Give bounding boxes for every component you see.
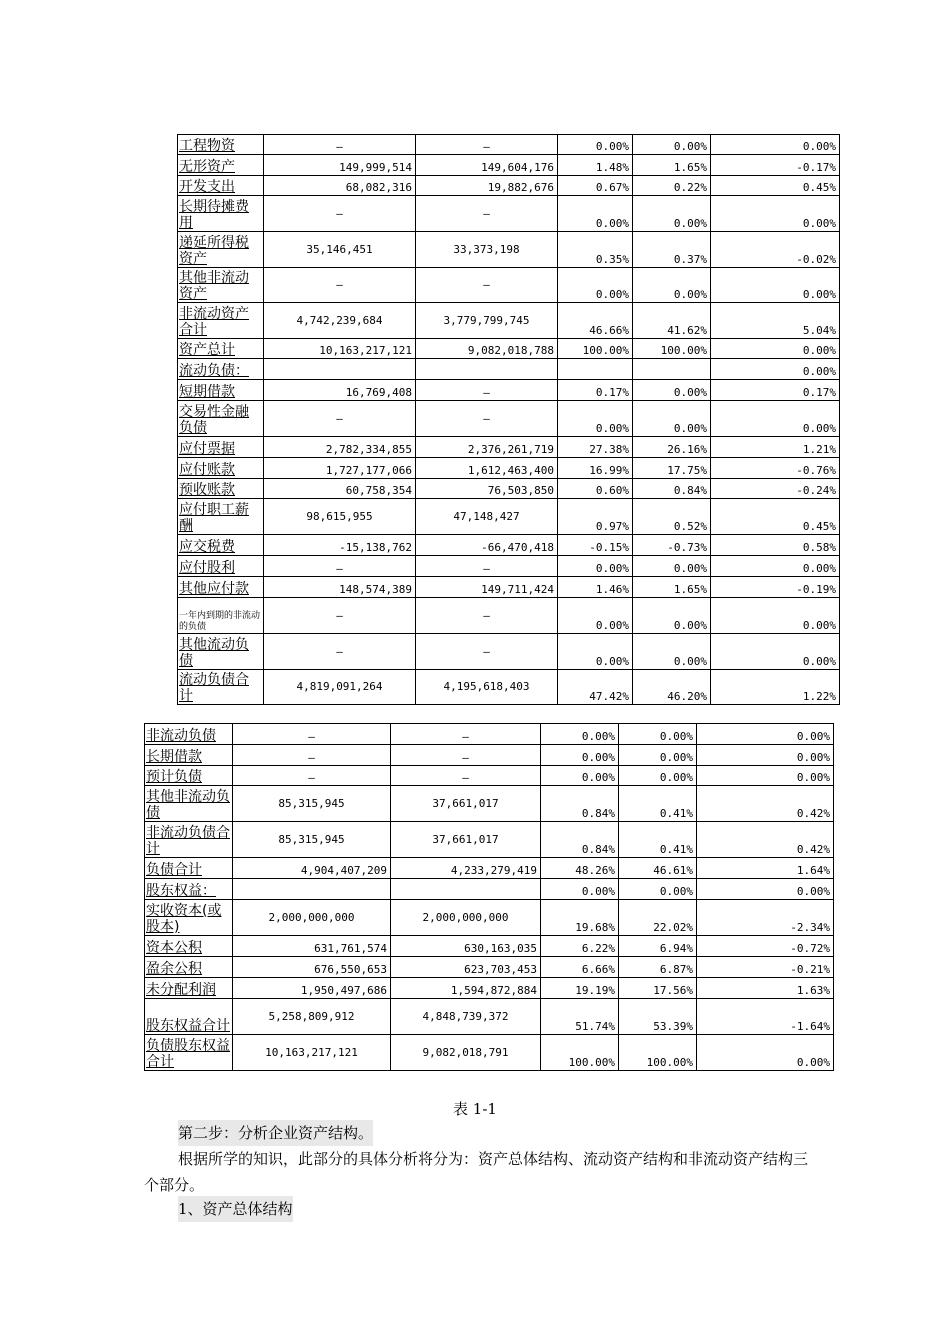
row-label: 流动负债：	[178, 359, 264, 380]
row-label: 长期借款	[145, 745, 233, 766]
percent-change: 0.17%	[711, 380, 840, 401]
row-label: 其他非流动负债	[145, 786, 233, 822]
table-row	[145, 879, 834, 900]
percent-previous: 0.00%	[633, 598, 711, 634]
table-row	[178, 437, 840, 458]
row-label: 盈余公积	[145, 957, 233, 978]
row-label: 工程物资	[178, 135, 264, 155]
value-current: –	[264, 135, 416, 155]
value-current: 85,315,945	[233, 786, 391, 822]
row-label: 非流动资产合计	[178, 303, 264, 339]
percent-previous: 1.65%	[633, 155, 711, 176]
percent-previous: 100.00%	[633, 339, 711, 359]
percent-current: 0.00%	[541, 724, 619, 745]
row-label: 短期借款	[178, 380, 264, 401]
percent-previous: 100.00%	[619, 1035, 697, 1071]
table-row	[178, 458, 840, 479]
percent-previous: 0.00%	[633, 268, 711, 303]
table-row	[178, 401, 840, 437]
row-label: 其他流动负债	[178, 634, 264, 670]
percent-current: -0.15%	[558, 535, 633, 556]
percent-current: 19.19%	[541, 978, 619, 999]
value-current: 4,904,407,209	[233, 858, 391, 879]
row-label: 应交税费	[178, 535, 264, 556]
percent-change: 0.00%	[711, 598, 840, 634]
percent-change: -0.72%	[697, 936, 834, 957]
row-label: 递延所得税资产	[178, 232, 264, 268]
percent-current: 0.60%	[558, 479, 633, 499]
value-previous: 623,703,453	[391, 957, 541, 978]
percent-previous: 22.02%	[619, 900, 697, 936]
percent-previous: 26.16%	[633, 437, 711, 458]
value-previous: 2,000,000,000	[391, 900, 541, 936]
percent-previous: 53.39%	[619, 999, 697, 1035]
table-row	[178, 339, 840, 359]
percent-change: 0.00%	[711, 196, 840, 232]
percent-change: 0.00%	[697, 724, 834, 745]
value-current: 98,615,955	[264, 499, 416, 535]
percent-previous: 46.61%	[619, 858, 697, 879]
percent-change: 0.00%	[697, 1035, 834, 1071]
value-current: 16,769,408	[264, 380, 416, 401]
value-previous: 4,233,279,419	[391, 858, 541, 879]
percent-change: 0.00%	[711, 339, 840, 359]
table-row	[145, 936, 834, 957]
value-previous: 4,195,618,403	[416, 670, 558, 705]
percent-current: 46.66%	[558, 303, 633, 339]
row-label: 其他应付款	[178, 577, 264, 598]
value-previous: –	[416, 598, 558, 634]
value-previous: 76,503,850	[416, 479, 558, 499]
percent-change: 5.04%	[711, 303, 840, 339]
value-previous	[416, 359, 558, 380]
percent-previous: -0.73%	[633, 535, 711, 556]
percent-change: -0.02%	[711, 232, 840, 268]
row-label: 非流动负债	[145, 724, 233, 745]
percent-current: 16.99%	[558, 458, 633, 479]
percent-current: 0.00%	[558, 556, 633, 577]
value-previous: –	[416, 135, 558, 155]
percent-previous: 1.65%	[633, 577, 711, 598]
row-label: 流动负债合计	[178, 670, 264, 705]
table-row	[178, 176, 840, 196]
percent-current: 100.00%	[558, 339, 633, 359]
percent-previous: 0.00%	[633, 634, 711, 670]
value-current: –	[233, 766, 391, 786]
value-previous: 19,882,676	[416, 176, 558, 196]
value-previous: 37,661,017	[391, 822, 541, 858]
percent-previous: 17.56%	[619, 978, 697, 999]
table-row	[178, 556, 840, 577]
row-label: 预收账款	[178, 479, 264, 499]
table-row	[145, 766, 834, 786]
value-current: 631,761,574	[233, 936, 391, 957]
value-previous: 3,779,799,745	[416, 303, 558, 339]
percent-previous: 0.00%	[619, 745, 697, 766]
table-row	[145, 978, 834, 999]
percent-current: 0.35%	[558, 232, 633, 268]
percent-current: 51.74%	[541, 999, 619, 1035]
row-label: 应付股利	[178, 556, 264, 577]
value-previous: 9,082,018,791	[391, 1035, 541, 1071]
row-label: 无形资产	[178, 155, 264, 176]
percent-previous: 0.00%	[633, 196, 711, 232]
table-row	[178, 479, 840, 499]
table-row	[178, 155, 840, 176]
percent-current: 48.26%	[541, 858, 619, 879]
percent-change: -0.76%	[711, 458, 840, 479]
value-current: 149,999,514	[264, 155, 416, 176]
percent-change: 1.63%	[697, 978, 834, 999]
percent-change: 0.00%	[697, 745, 834, 766]
row-label: 负债股东权益合计	[145, 1035, 233, 1071]
value-current: 2,000,000,000	[233, 900, 391, 936]
value-current: 676,550,653	[233, 957, 391, 978]
row-label: 负债合计	[145, 858, 233, 879]
percent-current: 0.84%	[541, 822, 619, 858]
percent-change: 0.45%	[711, 499, 840, 535]
percent-change: 0.58%	[711, 535, 840, 556]
table-row	[178, 303, 840, 339]
percent-previous: 46.20%	[633, 670, 711, 705]
percent-current: 0.00%	[541, 879, 619, 900]
row-label: 应付账款	[178, 458, 264, 479]
percent-current: 0.00%	[558, 135, 633, 155]
value-previous: –	[416, 380, 558, 401]
table-row	[145, 858, 834, 879]
percent-previous: 0.00%	[619, 724, 697, 745]
value-current: –	[264, 634, 416, 670]
value-previous: 37,661,017	[391, 786, 541, 822]
percent-change: 0.00%	[711, 401, 840, 437]
percent-change: 0.00%	[697, 879, 834, 900]
value-current: 1,950,497,686	[233, 978, 391, 999]
value-current: -15,138,762	[264, 535, 416, 556]
percent-current: 0.00%	[558, 634, 633, 670]
percent-previous	[633, 359, 711, 380]
row-label: 一年内到期的非流动的负债	[178, 598, 264, 634]
row-label: 非流动负债合计	[145, 822, 233, 858]
percent-change: -0.17%	[711, 155, 840, 176]
row-label: 股东权益：	[145, 879, 233, 900]
table-row	[178, 598, 840, 634]
table-row	[178, 380, 840, 401]
percent-current: 6.22%	[541, 936, 619, 957]
table-row	[178, 634, 840, 670]
row-label: 交易性金融负债	[178, 401, 264, 437]
value-current: 85,315,945	[233, 822, 391, 858]
percent-previous: 0.52%	[633, 499, 711, 535]
percent-previous: 0.41%	[619, 822, 697, 858]
table-row	[178, 135, 840, 155]
row-label: 应付票据	[178, 437, 264, 458]
percent-change: -0.19%	[711, 577, 840, 598]
percent-previous: 6.87%	[619, 957, 697, 978]
row-label: 股东权益合计	[145, 999, 233, 1035]
percent-current: 0.84%	[541, 786, 619, 822]
percent-current: 19.68%	[541, 900, 619, 936]
value-previous: 4,848,739,372	[391, 999, 541, 1035]
percent-previous: 0.84%	[633, 479, 711, 499]
percent-current: 47.42%	[558, 670, 633, 705]
percent-previous: 0.37%	[633, 232, 711, 268]
balance-sheet-table-part2	[144, 723, 834, 1071]
value-previous: –	[391, 724, 541, 745]
table-row	[178, 670, 840, 705]
percent-current: 6.66%	[541, 957, 619, 978]
percent-change: 0.00%	[711, 268, 840, 303]
value-current: 35,146,451	[264, 232, 416, 268]
percent-change: -1.64%	[697, 999, 834, 1035]
percent-change: 0.42%	[697, 822, 834, 858]
percent-previous: 6.94%	[619, 936, 697, 957]
value-previous: –	[416, 556, 558, 577]
percent-current: 0.00%	[541, 745, 619, 766]
row-label: 资本公积	[145, 936, 233, 957]
value-previous: -66,470,418	[416, 535, 558, 556]
percent-current: 0.00%	[558, 598, 633, 634]
percent-current: 0.00%	[541, 766, 619, 786]
value-previous: 149,604,176	[416, 155, 558, 176]
row-label: 长期待摊费用	[178, 196, 264, 232]
row-label: 其他非流动资产	[178, 268, 264, 303]
value-current: 4,819,091,264	[264, 670, 416, 705]
percent-change: -0.21%	[697, 957, 834, 978]
value-current: –	[233, 745, 391, 766]
percent-change: -2.34%	[697, 900, 834, 936]
value-previous: 630,163,035	[391, 936, 541, 957]
percent-current: 0.67%	[558, 176, 633, 196]
percent-current: 0.97%	[558, 499, 633, 535]
table-row	[178, 196, 840, 232]
value-current: 148,574,389	[264, 577, 416, 598]
table-row	[178, 535, 840, 556]
row-label: 实收资本(或股本)	[145, 900, 233, 936]
table-row	[145, 786, 834, 822]
value-current: –	[264, 556, 416, 577]
percent-previous: 0.00%	[633, 556, 711, 577]
table-caption: 表 1-1	[453, 1100, 497, 1118]
step-heading: 第二步：分析企业资产结构。	[178, 1120, 373, 1146]
table-row	[145, 900, 834, 936]
percent-current: 27.38%	[558, 437, 633, 458]
percent-change: -0.24%	[711, 479, 840, 499]
percent-previous: 41.62%	[633, 303, 711, 339]
table-row	[178, 232, 840, 268]
value-previous: 1,594,872,884	[391, 978, 541, 999]
percent-change: 1.22%	[711, 670, 840, 705]
row-label: 开发支出	[178, 176, 264, 196]
value-previous: –	[391, 745, 541, 766]
value-current: –	[264, 598, 416, 634]
analysis-paragraph: 根据所学的知识，此部分的具体分析将分为：资产总体结构、流动资产结构和非流动资产结构三个部分。	[144, 1150, 809, 1194]
table-row	[178, 499, 840, 535]
percent-previous: 0.00%	[619, 766, 697, 786]
percent-change: 0.00%	[711, 135, 840, 155]
percent-current	[558, 359, 633, 380]
value-previous	[391, 879, 541, 900]
percent-current: 1.48%	[558, 155, 633, 176]
value-current	[264, 359, 416, 380]
value-previous: 2,376,261,719	[416, 437, 558, 458]
value-previous: 9,082,018,788	[416, 339, 558, 359]
value-previous: –	[416, 196, 558, 232]
value-current: 1,727,177,066	[264, 458, 416, 479]
value-current: –	[233, 724, 391, 745]
percent-change: 0.00%	[697, 766, 834, 786]
table-row	[178, 359, 840, 380]
table-row	[145, 999, 834, 1035]
percent-current: 1.46%	[558, 577, 633, 598]
percent-previous: 0.41%	[619, 786, 697, 822]
table-row	[145, 1035, 834, 1071]
value-previous: 149,711,424	[416, 577, 558, 598]
value-current: 2,782,334,855	[264, 437, 416, 458]
value-current: 4,742,239,684	[264, 303, 416, 339]
value-previous: –	[416, 401, 558, 437]
percent-previous: 0.22%	[633, 176, 711, 196]
value-previous: –	[391, 766, 541, 786]
percent-current: 0.00%	[558, 268, 633, 303]
percent-change: 1.21%	[711, 437, 840, 458]
balance-sheet-table-part1	[177, 134, 840, 705]
percent-previous: 0.00%	[633, 401, 711, 437]
percent-change: 1.64%	[697, 858, 834, 879]
value-current: –	[264, 401, 416, 437]
value-current	[233, 879, 391, 900]
row-label: 应付职工薪酬	[178, 499, 264, 535]
percent-change: 0.00%	[711, 359, 840, 380]
row-label: 资产总计	[178, 339, 264, 359]
table-row	[178, 268, 840, 303]
value-current: 10,163,217,121	[264, 339, 416, 359]
percent-current: 100.00%	[541, 1035, 619, 1071]
value-previous: 1,612,463,400	[416, 458, 558, 479]
value-current: 10,163,217,121	[233, 1035, 391, 1071]
section-heading: 1、资产总体结构	[178, 1196, 293, 1222]
percent-previous: 0.00%	[633, 380, 711, 401]
percent-previous: 0.00%	[633, 135, 711, 155]
percent-change: 0.42%	[697, 786, 834, 822]
percent-current: 0.17%	[558, 380, 633, 401]
percent-change: 0.00%	[711, 556, 840, 577]
percent-current: 0.00%	[558, 196, 633, 232]
row-label: 预计负债	[145, 766, 233, 786]
table-row	[145, 957, 834, 978]
value-previous: 33,373,198	[416, 232, 558, 268]
table-row	[145, 724, 834, 745]
value-current: 60,758,354	[264, 479, 416, 499]
percent-change: 0.45%	[711, 176, 840, 196]
row-label: 未分配利润	[145, 978, 233, 999]
percent-previous: 0.00%	[619, 879, 697, 900]
value-current: –	[264, 196, 416, 232]
value-current: –	[264, 268, 416, 303]
value-current: 5,258,809,912	[233, 999, 391, 1035]
value-previous: –	[416, 268, 558, 303]
percent-current: 0.00%	[558, 401, 633, 437]
percent-change: 0.00%	[711, 634, 840, 670]
table-row	[145, 822, 834, 858]
value-previous: –	[416, 634, 558, 670]
table-row	[145, 745, 834, 766]
value-current: 68,082,316	[264, 176, 416, 196]
table-row	[178, 577, 840, 598]
value-previous: 47,148,427	[416, 499, 558, 535]
percent-previous: 17.75%	[633, 458, 711, 479]
